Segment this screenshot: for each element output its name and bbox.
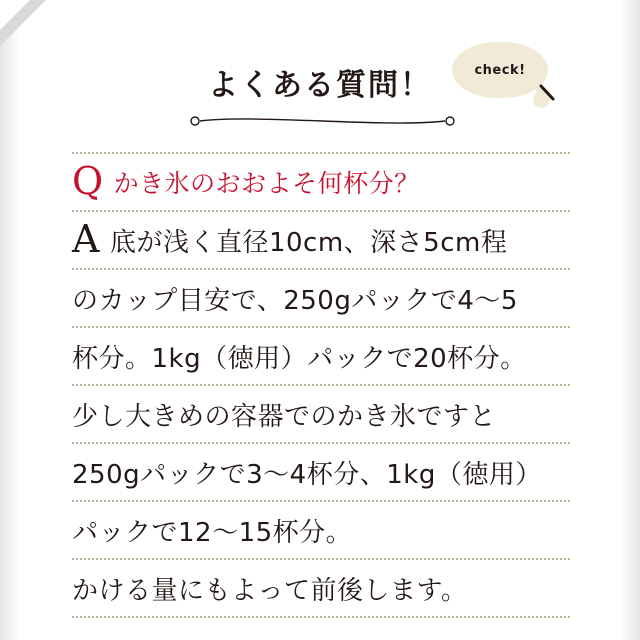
- title-divider: [190, 114, 455, 128]
- faq-bottom-divider: [72, 616, 570, 618]
- faq-answer-row: [72, 326, 570, 384]
- faq-header: [0, 34, 640, 144]
- page-title: よくある質問！: [208, 68, 432, 103]
- answer-marker: A: [72, 217, 100, 261]
- answer-line: 底が浅く直径10cm、深さ5cm程: [109, 227, 508, 258]
- answer-line: 少し大きめの容器でのかき氷ですと: [72, 401, 497, 432]
- page-edge-right: [622, 0, 640, 640]
- faq-answer-row: [72, 210, 570, 268]
- answer-line: かける量にもよって前後します。: [72, 575, 468, 606]
- question-marker: Q: [72, 159, 104, 203]
- faq-answer-row: [72, 268, 570, 326]
- faq-answer-row: [72, 384, 570, 442]
- faq-answer-row: [72, 558, 570, 616]
- answer-line: 250gパックで3〜4杯分、1kg（徳用）: [72, 459, 542, 490]
- faq-question-row: [72, 152, 570, 210]
- faq-body: [72, 152, 570, 618]
- page-corner-fold-highlight: [0, 0, 30, 30]
- check-badge: [452, 42, 548, 98]
- check-badge-label: check!: [474, 62, 526, 78]
- answer-line: パックで12〜15杯分。: [72, 517, 353, 548]
- faq-answer-row: [72, 500, 570, 558]
- answer-line: のカップ目安で、250gパックで4〜5: [72, 285, 518, 316]
- answer-line: 杯分。1kg（徳用）パックで20杯分。: [72, 343, 527, 374]
- faq-answer-row: [72, 442, 570, 500]
- question-text: かき氷のおおよそ何杯分？: [113, 169, 420, 198]
- page-edge-left: [0, 0, 18, 640]
- check-tick-icon: [538, 82, 558, 102]
